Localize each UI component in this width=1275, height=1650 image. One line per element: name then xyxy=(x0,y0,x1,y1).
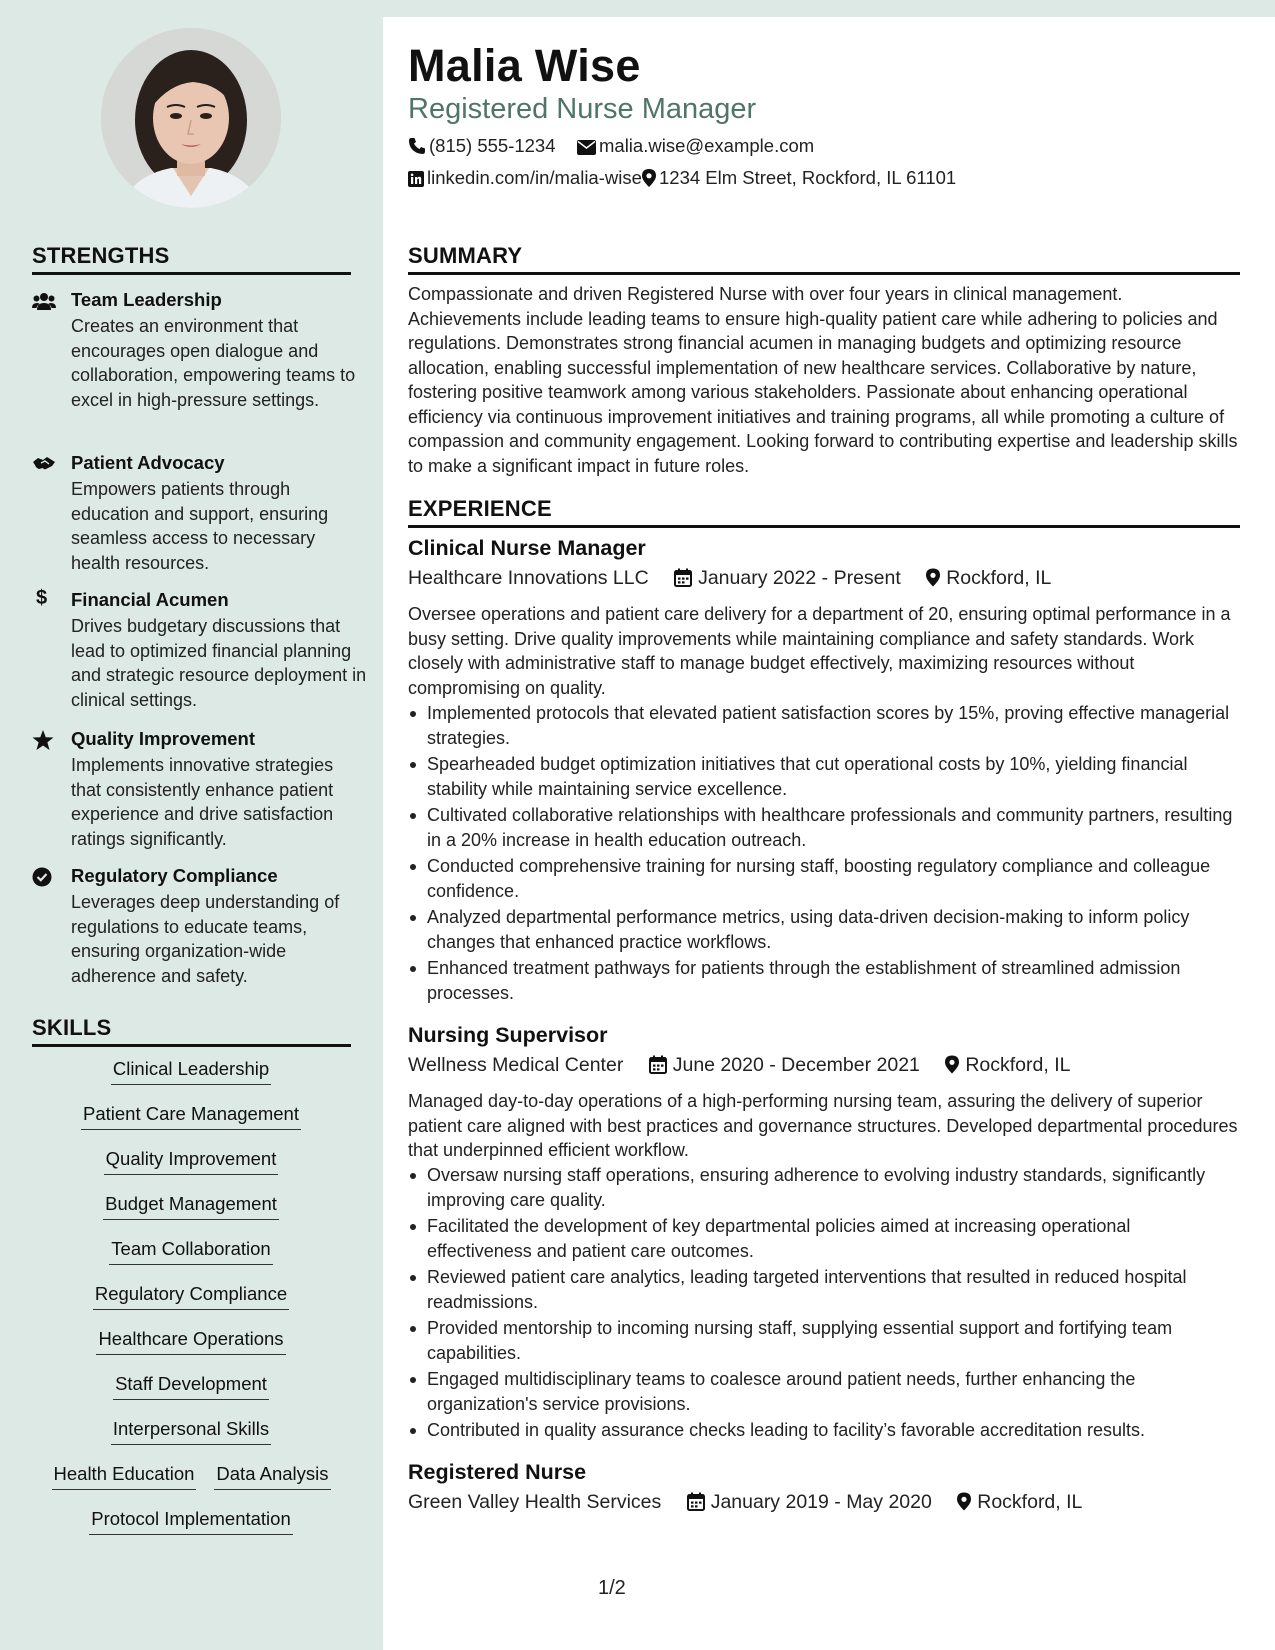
achievement-item: Implemented protocols that elevated patient satisfaction scores by 15%, proving effective managerial strategies. xyxy=(408,701,1238,750)
job-location: Rockford, IL xyxy=(977,1491,1083,1513)
check-circle-icon xyxy=(32,867,56,889)
skill-tag: Regulatory Compliance xyxy=(93,1283,289,1310)
linkedin-text[interactable]: linkedin.com/in/malia-wise xyxy=(427,167,642,188)
skill-tag: Clinical Leadership xyxy=(111,1058,271,1085)
phone-text: (815) 555-1234 xyxy=(429,135,556,156)
achievement-item: Analyzed departmental performance metrics, using data-driven decision-making to inform policy changes that enhanced practice workflows. xyxy=(408,905,1238,954)
achievement-item: Enhanced treatment pathways for patients through the establishment of streamlined admission processes. xyxy=(408,956,1238,1005)
strength-description: Leverages deep understanding of regulations to educate teams, ensuring organization-wide adherence and safety. xyxy=(71,892,340,986)
linkedin-icon xyxy=(408,170,424,192)
calendar-icon xyxy=(674,568,692,593)
strength-title: Regulatory Compliance xyxy=(71,865,278,886)
job-dates: January 2019 - May 2020 xyxy=(710,1491,932,1513)
strength-description: Drives budgetary discussions that lead to optimized financial planning and strategic resource deployment in clinical settings. xyxy=(71,616,367,710)
sidebar xyxy=(0,0,383,1650)
strength-description: Empowers patients through education and support, ensuring seamless access to necessary health resources. xyxy=(71,479,329,573)
job-title: Registered Nurse xyxy=(408,1460,587,1484)
skills-heading: SKILLS xyxy=(32,1015,112,1040)
email-text[interactable]: malia.wise@example.com xyxy=(599,135,815,156)
company-name: Wellness Medical Center xyxy=(408,1054,624,1076)
skill-tag: Protocol Implementation xyxy=(89,1508,293,1535)
strength-description: Implements innovative strategies that consistently enhance patient experience and drive satisfaction ratings significantly. xyxy=(71,755,334,849)
handshake-icon xyxy=(32,454,56,476)
job-achievements xyxy=(408,1163,1238,1445)
profile-photo xyxy=(101,28,281,208)
strength-title: Patient Advocacy xyxy=(71,452,225,473)
calendar-icon xyxy=(687,1492,705,1517)
summary-text: Compassionate and driven Registered Nurse with over four years in clinical management. Achievements include leading teams to ensure high-quality patient care while adhering to policies and regulations. Demonstrates strong financial acumen in managing budgets and optimizing resource allocation, enabling successful implementation of new healthcare services. Collaborative by nature, fostering positive teamwork among various stakeholders. Passionate about enhancing operational efficiency via continuous improvement initiatives and training programs, all while promoting a culture of compassion and community engagement. Looking forward to contributing expertise and leadership skills to make a significant impact in future roles. xyxy=(408,284,1238,476)
strength-title: Financial Acumen xyxy=(71,589,229,610)
achievement-item: Cultivated collaborative relationships with healthcare professionals and community partners, resulting in a 20% increase in health education outreach. xyxy=(408,803,1238,852)
job-title: Clinical Nurse Manager xyxy=(408,536,646,560)
candidate-name: Malia Wise xyxy=(408,40,641,91)
map-pin-icon xyxy=(945,1055,959,1080)
candidate-title: Registered Nurse Manager xyxy=(408,93,757,125)
skills-list xyxy=(32,1058,350,1553)
skill-tag: Data Analysis xyxy=(214,1463,330,1490)
strengths-heading: STRENGTHS xyxy=(32,243,170,268)
achievement-item: Provided mentorship to incoming nursing staff, supplying essential support and fortifying team capabilities. xyxy=(408,1316,1238,1365)
skills-divider xyxy=(32,1044,351,1047)
job-meta xyxy=(408,1491,1082,1517)
map-pin-icon xyxy=(642,169,656,192)
page-number: 1/2 xyxy=(598,1577,626,1599)
job-location: Rockford, IL xyxy=(965,1054,1071,1076)
job-description: Managed day-to-day operations of a high-performing nursing team, assuring the delivery of superior patient care aligned with best practices and governance structures. Developed departmental procedures that underpinned efficient workflow. xyxy=(408,1091,1238,1160)
address-contact xyxy=(642,167,956,192)
achievement-item: Conducted comprehensive training for nursing staff, boosting regulatory compliance and colleague confidence. xyxy=(408,854,1238,903)
strengths-divider xyxy=(32,272,351,275)
skill-tag: Quality Improvement xyxy=(104,1148,279,1175)
summary-divider xyxy=(408,272,1240,275)
achievement-item: Oversaw nursing staff operations, ensuring adherence to evolving industry standards, significantly improving care quality. xyxy=(408,1163,1238,1212)
phone-contact xyxy=(408,135,556,160)
skill-tag: Healthcare Operations xyxy=(96,1328,285,1355)
job-dates: June 2020 - December 2021 xyxy=(672,1054,920,1076)
achievement-item: Reviewed patient care analytics, leading targeted interventions that resulted in reduced hospital readmissions. xyxy=(408,1265,1238,1314)
company-name: Healthcare Innovations LLC xyxy=(408,567,649,589)
envelope-icon xyxy=(577,138,596,160)
achievement-item: Facilitated the development of key departmental policies aimed at increasing operational effectiveness and patient care outcomes. xyxy=(408,1214,1238,1263)
job-achievements xyxy=(408,701,1238,1007)
map-pin-icon xyxy=(957,1492,971,1517)
job-dates: January 2022 - Present xyxy=(698,567,901,589)
email-contact xyxy=(577,135,814,160)
job-meta xyxy=(408,567,1051,593)
experience-divider xyxy=(408,525,1240,528)
skill-tag: Staff Development xyxy=(113,1373,269,1400)
job-location: Rockford, IL xyxy=(946,567,1052,589)
star-icon xyxy=(32,730,56,752)
dollar-icon: $ xyxy=(36,587,48,609)
phone-icon xyxy=(408,137,426,160)
users-icon xyxy=(32,291,56,313)
linkedin-contact xyxy=(408,167,642,192)
company-name: Green Valley Health Services xyxy=(408,1491,662,1513)
skill-tag: Budget Management xyxy=(103,1193,279,1220)
experience-heading: EXPERIENCE xyxy=(408,496,552,521)
strength-description: Creates an environment that encourages open dialogue and collaboration, empowering teams to excel in high-pressure settings. xyxy=(71,316,356,410)
map-pin-icon xyxy=(926,568,940,593)
calendar-icon xyxy=(649,1055,667,1080)
achievement-item: Spearheaded budget optimization initiatives that cut operational costs by 10%, yielding financial stability while maintaining service excellence. xyxy=(408,752,1238,801)
job-description: Oversee operations and patient care delivery for a department of 20, ensuring optimal performance in a busy setting. Drive quality improvements while maintaining compliance and safety standards. Work closely with administrative staff to manage budget effectively, maximizing resources without compromising on quality. xyxy=(408,604,1231,698)
job-meta xyxy=(408,1054,1070,1080)
skill-tag: Patient Care Management xyxy=(81,1103,301,1130)
job-title: Nursing Supervisor xyxy=(408,1023,608,1047)
portrait-image xyxy=(101,28,281,208)
skill-tag: Interpersonal Skills xyxy=(111,1418,271,1445)
achievement-item: Contributed in quality assurance checks leading to facility’s favorable accreditation results. xyxy=(408,1418,1238,1443)
skill-tag: Health Education xyxy=(52,1463,197,1490)
skill-tag: Team Collaboration xyxy=(109,1238,272,1265)
achievement-item: Engaged multidisciplinary teams to coalesce around patient needs, further enhancing the organization's service provisions. xyxy=(408,1367,1238,1416)
summary-heading: SUMMARY xyxy=(408,243,523,268)
strength-title: Quality Improvement xyxy=(71,728,256,749)
strength-title: Team Leadership xyxy=(71,289,222,310)
address-text: 1234 Elm Street, Rockford, IL 61101 xyxy=(659,167,957,188)
main-content xyxy=(383,17,1275,1650)
